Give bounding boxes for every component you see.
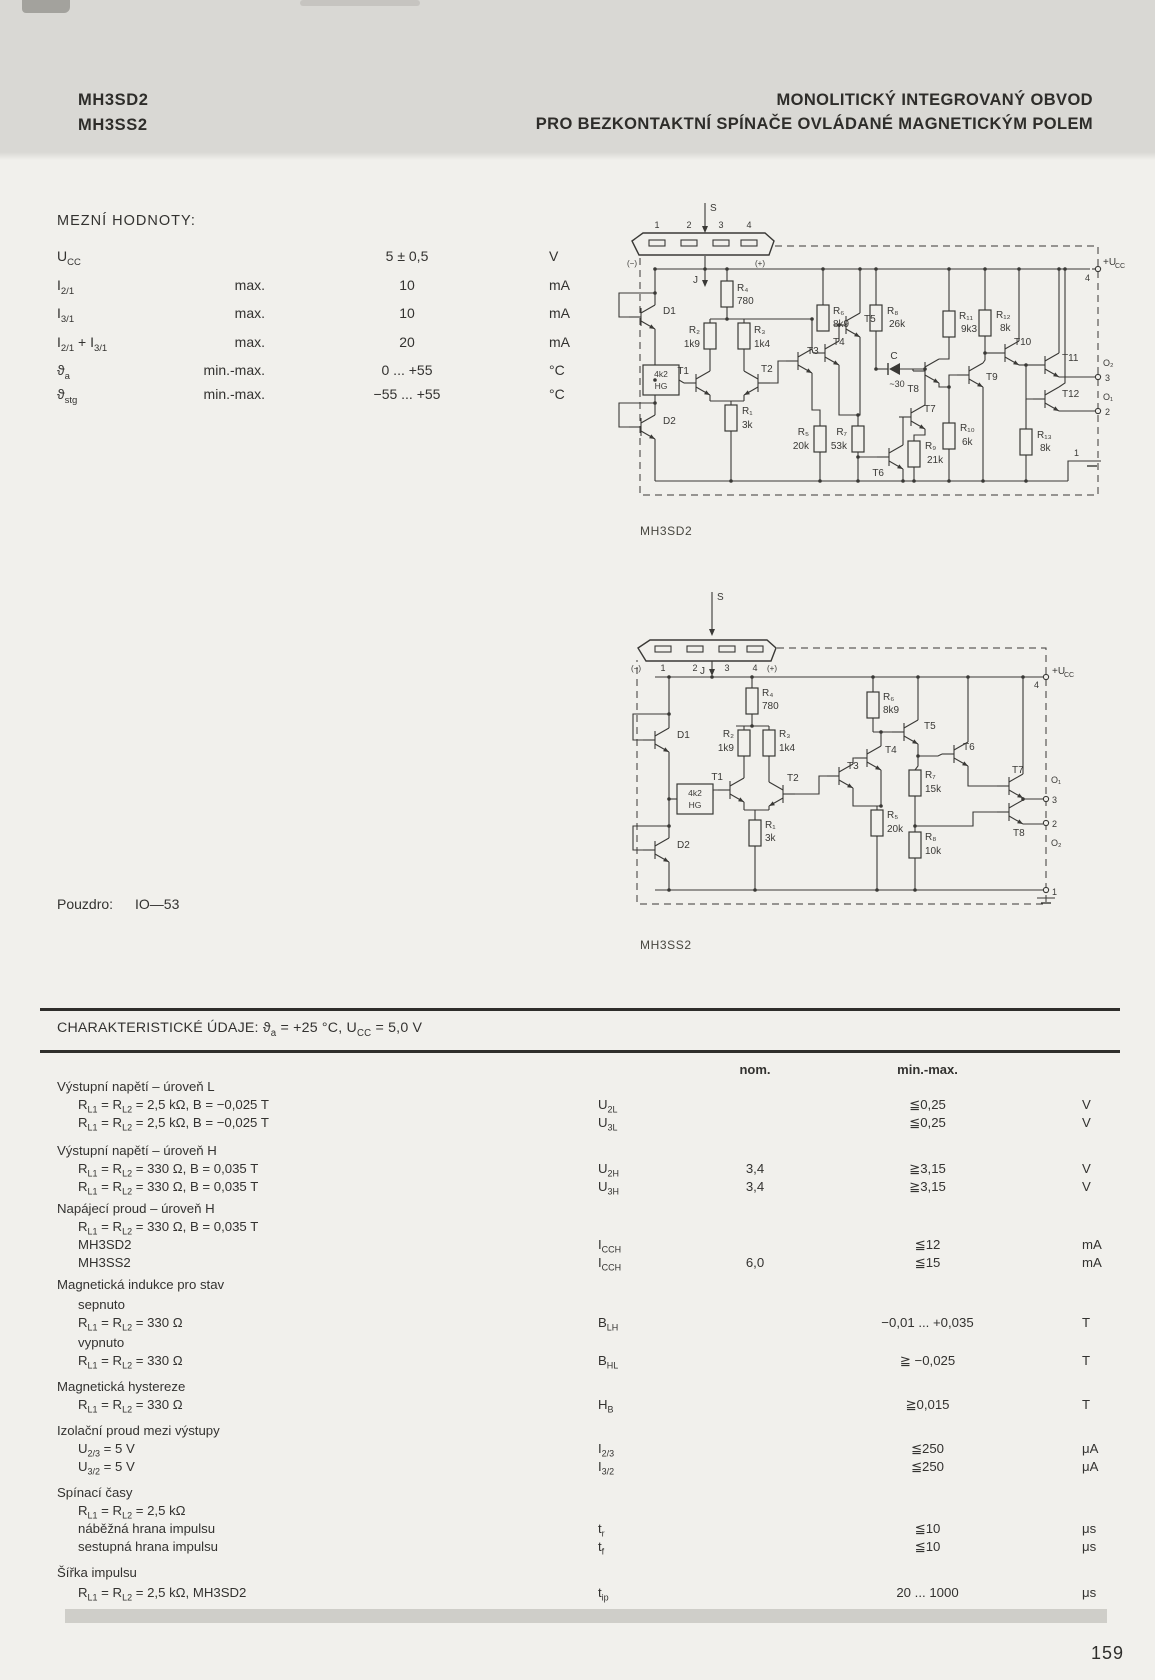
pin-3-label: 3 — [1052, 795, 1058, 805]
limit-value: −55 ... +55 — [373, 386, 441, 402]
row-symbol: $B_{LH}$ — [598, 1315, 619, 1333]
row-unit: μA — [1082, 1441, 1099, 1456]
t6-label: T6 — [963, 742, 975, 753]
pin-label: 1 — [654, 220, 660, 230]
ucc-terminal — [1043, 674, 1048, 679]
t9-label: T9 — [986, 372, 998, 383]
row-condition: $R_{L1} = R_{L2} = 2,5$ kΩ, MH3SD2 — [78, 1585, 247, 1603]
t5-label: T5 — [924, 721, 936, 732]
output-terminal-3 — [1043, 796, 1048, 801]
limit-unit: mA — [549, 277, 570, 293]
row-condition: vypnuto — [78, 1335, 125, 1350]
r12-value: 8k — [1000, 323, 1011, 334]
field-arrow-label: S — [710, 203, 717, 214]
char-row — [40, 1161, 1155, 1180]
row-symbol: $U_{2L}$ — [598, 1097, 618, 1115]
d1-label: D1 — [677, 730, 690, 741]
r8-value: 10k — [925, 846, 942, 857]
row-condition: sepnuto — [78, 1297, 125, 1312]
limit-param: $I_{3/1}$ — [57, 305, 75, 325]
model-name-mh3sd2: MH3SD2 — [78, 91, 149, 109]
polarity-plus: (+) — [767, 664, 777, 673]
r1-label: R₁ — [765, 820, 776, 831]
output-o1-label: O₁ — [1103, 392, 1114, 402]
row-symbol: $I_{CCH}$ — [598, 1255, 622, 1273]
transistor-t4 — [855, 746, 881, 770]
char-row — [40, 1503, 1155, 1522]
r6-label: R₆ — [883, 692, 895, 703]
char-section-heading — [40, 1565, 1155, 1584]
resistor-r1 — [749, 820, 761, 846]
schematic-mh3ss2 — [593, 580, 1133, 910]
row-condition: $R_{L1} = R_{L2} = 330$ Ω — [78, 1397, 183, 1415]
r1-value: 3k — [765, 833, 776, 844]
transistor-d2 — [629, 415, 655, 439]
row-unit: mA — [1082, 1237, 1102, 1252]
table-rule-top — [40, 1008, 1120, 1011]
resistor-r6 — [867, 692, 879, 718]
r5-label: R₅ — [887, 810, 899, 821]
row-minmax: ≧3,15 — [909, 1179, 946, 1194]
char-row — [40, 1353, 1155, 1372]
col-header-minmax: min.-max. — [897, 1062, 958, 1077]
r9-value: 21k — [927, 455, 944, 466]
output-o2-label: O₂ — [1051, 838, 1062, 848]
row-unit: μs — [1082, 1521, 1097, 1536]
transistor-t8 — [997, 800, 1023, 824]
scan-bottom-band — [65, 1609, 1107, 1623]
r11-value: 9k3 — [961, 324, 978, 335]
row-condition: $U_{3/2} = 5$ V — [78, 1459, 135, 1477]
r5-label: R₅ — [797, 427, 809, 438]
limit-param: $U_{CC}$ — [57, 248, 81, 268]
row-minmax: ≦0,25 — [909, 1115, 946, 1130]
t7-label: T7 — [1012, 765, 1024, 776]
resistor-r6 — [817, 305, 829, 331]
t7-label: T7 — [924, 404, 936, 415]
transistor-d1 — [629, 305, 655, 329]
limit-param: $ϑ_{stg}$ — [57, 386, 78, 406]
row-symbol: $U_{2H}$ — [598, 1161, 619, 1179]
output-terminal-2 — [1095, 408, 1100, 413]
row-symbol: $t_{ip}$ — [598, 1585, 609, 1603]
section-title: Magnetická indukce pro stav — [57, 1277, 225, 1292]
resistor-r7 — [852, 426, 864, 452]
t3-label: T3 — [847, 761, 859, 772]
pin-label: 4 — [746, 220, 752, 230]
char-row — [40, 1315, 1155, 1334]
ucc-sub-label: CC — [1115, 263, 1126, 270]
transistor-t8 — [913, 359, 939, 383]
output-o1-label: O₁ — [1051, 775, 1062, 785]
char-row — [40, 1097, 1155, 1116]
r8-value: 26k — [889, 319, 906, 330]
char-section-heading — [40, 1143, 1155, 1162]
r8-label: R₈ — [887, 306, 899, 317]
row-unit: mA — [1082, 1255, 1102, 1270]
polarity-minus: (−) — [631, 664, 641, 673]
limit-condition: max. — [234, 334, 265, 350]
table-rule-mid — [40, 1050, 1120, 1053]
transistor-t2 — [769, 782, 795, 806]
scan-smudge — [300, 0, 420, 6]
row-condition: $R_{L1} = R_{L2} = 330$ Ω, B = 0,035 T — [78, 1219, 259, 1237]
char-row — [40, 1441, 1155, 1460]
ucc-label: +U — [1103, 257, 1117, 268]
r2-value: 1k9 — [717, 743, 734, 754]
section-title: Spínací časy — [57, 1485, 133, 1500]
r2-value: 1k9 — [683, 339, 700, 350]
pin-4-label: 4 — [1084, 273, 1090, 283]
row-unit: V — [1082, 1161, 1091, 1176]
r3-value: 1k4 — [779, 743, 796, 754]
row-symbol: $U_{3L}$ — [598, 1115, 618, 1133]
row-condition: $R_{L1} = R_{L2} = 330$ Ω, B = 0,035 T — [78, 1161, 259, 1179]
char-row — [40, 1115, 1155, 1134]
schematic-caption-mh3ss2: MH3SS2 — [640, 938, 692, 952]
transistor-t7 — [997, 774, 1023, 798]
r10-label: R₁₀ — [960, 423, 975, 434]
pin-label: 1 — [660, 663, 666, 673]
r7-label: R₇ — [836, 427, 847, 438]
char-row — [40, 1297, 1155, 1316]
scan-top-band-fade — [0, 152, 1155, 160]
resistor-r12 — [979, 310, 991, 336]
r4-label: R₄ — [762, 688, 774, 699]
row-unit: μs — [1082, 1539, 1097, 1554]
t1-label: T1 — [711, 772, 723, 783]
row-minmax: ≦12 — [914, 1237, 941, 1252]
output-terminal-2 — [1043, 820, 1048, 825]
row-unit: T — [1082, 1397, 1091, 1412]
pin-2-label: 2 — [1105, 407, 1111, 417]
r6-label: R₆ — [833, 306, 845, 317]
row-condition: $R_{L1} = R_{L2} = 2,5$ kΩ, B = −0,025 T — [78, 1097, 269, 1115]
row-minmax: ≧3,15 — [909, 1161, 946, 1176]
char-row — [40, 1237, 1155, 1256]
char-section-heading — [40, 1079, 1155, 1098]
row-symbol: $H_B$ — [598, 1397, 614, 1415]
resistor-r2 — [704, 323, 716, 349]
r4-value: 780 — [762, 701, 779, 712]
t4-label: T4 — [885, 745, 897, 756]
row-symbol: $t_r$ — [598, 1521, 605, 1539]
limit-condition: min.-max. — [203, 362, 265, 378]
char-row — [40, 1179, 1155, 1198]
resistor-r7 — [909, 770, 921, 796]
r2-label: R₂ — [722, 729, 734, 740]
r9-label: R₉ — [925, 441, 937, 452]
sensor-package — [632, 233, 774, 255]
t10-label: T10 — [1014, 337, 1032, 348]
transistor-d1 — [643, 728, 669, 752]
resistor-r4 — [746, 688, 758, 714]
r5-value: 20k — [887, 824, 904, 835]
limit-condition: max. — [234, 305, 265, 321]
t2-label: T2 — [761, 364, 773, 375]
ground-pin-label: 1 — [1052, 887, 1058, 897]
resistor-r11 — [943, 311, 955, 337]
section-title: Izolační proud mezi výstupy — [57, 1423, 220, 1438]
pin-2-label: 2 — [1052, 819, 1058, 829]
section-title: Šířka impulsu — [57, 1565, 137, 1580]
t5-label: T5 — [864, 314, 876, 325]
d2-label: D2 — [677, 840, 690, 851]
r5-value: 20k — [792, 441, 809, 452]
resistor-r5 — [871, 810, 883, 836]
t3-label: T3 — [807, 346, 819, 357]
limit-unit: mA — [549, 334, 570, 350]
r13-value: 8k — [1040, 443, 1051, 454]
r7-value: 15k — [925, 784, 942, 795]
r4-value: 780 — [737, 296, 754, 307]
char-section-heading — [40, 1485, 1155, 1504]
row-condition: $R_{L1} = R_{L2} = 330$ Ω — [78, 1353, 183, 1371]
resistor-r9 — [908, 441, 920, 467]
labels — [631, 592, 1074, 897]
t11-label: T11 — [1062, 353, 1079, 364]
row-condition: náběžná hrana impulsu — [78, 1521, 216, 1536]
output-o2-label: O₂ — [1103, 358, 1114, 368]
limits-heading: MEZNÍ HODNOTY: — [57, 213, 196, 229]
ic-boundary — [640, 246, 1098, 495]
resistor-r4 — [721, 281, 733, 307]
t4-label: T4 — [833, 337, 845, 348]
transistor-t6 — [877, 445, 903, 469]
limit-unit: °C — [549, 362, 565, 378]
limit-value: 10 — [399, 277, 415, 293]
char-row — [40, 1585, 1155, 1604]
row-unit: μs — [1082, 1585, 1097, 1600]
row-symbol: $t_f$ — [598, 1539, 605, 1557]
limit-value: 10 — [399, 305, 415, 321]
row-condition: MH3SD2 — [78, 1237, 132, 1252]
limit-unit: °C — [549, 386, 565, 402]
ground-pin-label: 1 — [1073, 448, 1079, 458]
section-title: Magnetická hystereze — [57, 1379, 186, 1394]
c-value: ~30 — [889, 379, 905, 389]
current-label: J — [700, 666, 705, 677]
r2-label: R₂ — [688, 325, 700, 336]
t8-label: T8 — [1013, 828, 1025, 839]
limit-param: $ϑ_a$ — [57, 362, 70, 382]
transistor-t5 — [892, 720, 918, 744]
r7-label: R₇ — [925, 770, 936, 781]
limit-value: 20 — [399, 334, 415, 350]
row-condition: $R_{L1} = R_{L2} = 2,5$ kΩ, B = −0,025 T — [78, 1115, 269, 1133]
ucc-terminal — [1095, 266, 1100, 271]
row-symbol: $I_{CCH}$ — [598, 1237, 622, 1255]
row-minmax: ≦15 — [914, 1255, 941, 1270]
row-minmax: ≦250 — [910, 1441, 945, 1456]
pin-label: 3 — [718, 220, 724, 230]
row-minmax: ≦10 — [914, 1521, 941, 1536]
t12-label: T12 — [1062, 389, 1080, 400]
row-nom: 3,4 — [745, 1179, 765, 1194]
r13-label: R₁₃ — [1037, 430, 1052, 441]
package-label: Pouzdro: — [57, 896, 114, 912]
current-label: J — [693, 275, 698, 286]
row-unit: μA — [1082, 1459, 1099, 1474]
row-minmax: 20 ... 1000 — [896, 1585, 959, 1600]
limit-value: 5 ± 0,5 — [385, 248, 429, 264]
t1-label: T1 — [677, 366, 689, 377]
row-minmax: ≦250 — [910, 1459, 945, 1474]
row-symbol: $U_{3H}$ — [598, 1179, 619, 1197]
r1-value: 3k — [742, 420, 753, 431]
r1-label: R₁ — [742, 406, 753, 417]
row-unit: V — [1082, 1115, 1091, 1130]
hg-name: HG — [654, 381, 668, 391]
c-label: C — [890, 351, 898, 362]
section-title: Výstupní napětí – úroveň L — [57, 1079, 215, 1094]
hg-value: 4k2 — [688, 788, 702, 798]
row-minmax: ≧0,015 — [905, 1397, 950, 1412]
resistor-r2 — [738, 730, 750, 756]
r12-label: R₁₂ — [996, 310, 1011, 321]
col-header-nom: nom. — [739, 1062, 771, 1077]
ucc-label: +U — [1052, 666, 1066, 677]
limit-unit: V — [549, 248, 559, 264]
resistor-r10 — [943, 423, 955, 449]
resistor-r5 — [814, 426, 826, 452]
schematic-mh3sd2 — [593, 195, 1133, 505]
page-number: 159 — [1091, 1643, 1125, 1663]
char-row — [40, 1539, 1155, 1558]
pin-label: 2 — [692, 663, 698, 673]
row-unit: V — [1082, 1097, 1091, 1112]
row-condition: $R_{L1} = R_{L2} = 330$ Ω, B = 0,035 T — [78, 1179, 259, 1197]
char-section-heading — [40, 1277, 1155, 1296]
hg-value: 4k2 — [654, 369, 668, 379]
limit-value: 0 ... +55 — [381, 362, 433, 378]
row-unit: T — [1082, 1353, 1091, 1368]
package-line — [57, 896, 180, 912]
transistor-t12 — [1033, 387, 1059, 411]
section-title: Výstupní napětí – úroveň H — [57, 1143, 217, 1158]
char-row — [40, 1219, 1155, 1238]
resistor-r13 — [1020, 429, 1032, 455]
char-row — [40, 1459, 1155, 1478]
pin-label: 3 — [724, 663, 730, 673]
row-nom: 6,0 — [745, 1255, 765, 1270]
limit-unit: mA — [549, 305, 570, 321]
char-heading: CHARAKTERISTICKÉ ÚDAJE: $ϑ_a = +25$ °C, $U_{CC} = 5,0$ V — [57, 1020, 423, 1039]
r3-label: R₃ — [754, 325, 766, 336]
package-value: IO—53 — [135, 896, 180, 912]
polarity-plus: (+) — [755, 259, 765, 268]
components — [643, 688, 1023, 862]
polarity-minus: (−) — [627, 259, 637, 268]
pin-3-label: 3 — [1105, 373, 1111, 383]
row-unit: V — [1082, 1179, 1091, 1194]
row-nom: 3,4 — [745, 1161, 765, 1176]
limit-condition: max. — [234, 277, 265, 293]
r4-label: R₄ — [737, 283, 749, 294]
row-minmax: ≦10 — [914, 1539, 941, 1554]
row-unit: T — [1082, 1315, 1091, 1330]
t6-label: T6 — [872, 468, 884, 479]
transistor-t9 — [957, 363, 983, 387]
row-minmax: −0,01 ... +0,035 — [881, 1315, 974, 1330]
header-models — [78, 88, 149, 138]
r10-value: 6k — [962, 437, 973, 448]
row-condition: $R_{L1} = R_{L2} = 2,5$ kΩ — [78, 1503, 186, 1521]
field-arrow-label: S — [717, 592, 724, 603]
row-minmax: ≧ −0,025 — [899, 1353, 956, 1368]
resistor-r3 — [763, 730, 775, 756]
title-line-1: MONOLITICKÝ INTEGROVANÝ OBVOD — [776, 91, 1093, 109]
row-condition: MH3SS2 — [78, 1255, 131, 1270]
ic-boundary — [637, 648, 1046, 904]
page-title — [340, 88, 1093, 136]
char-section-heading — [40, 1201, 1155, 1220]
char-row — [40, 1255, 1155, 1274]
char-row — [40, 1335, 1155, 1354]
model-name-mh3ss2: MH3SS2 — [78, 116, 148, 134]
resistor-r1 — [725, 405, 737, 431]
row-condition: $R_{L1} = R_{L2} = 330$ Ω — [78, 1315, 183, 1333]
resistor-r8 — [909, 832, 921, 858]
pin-label: 2 — [686, 220, 692, 230]
transistor-t11 — [1033, 353, 1059, 377]
hg-name: HG — [688, 800, 702, 810]
schematic-caption-mh3sd2: MH3SD2 — [640, 524, 693, 538]
d2-label: D2 — [663, 416, 676, 427]
t8-label: T8 — [907, 384, 919, 395]
r3-label: R₃ — [779, 729, 791, 740]
r8-label: R₈ — [925, 832, 937, 843]
limit-param: $I_{2/1} + I_{3/1}$ — [57, 334, 108, 354]
r6-value: 8k9 — [883, 705, 900, 716]
limit-condition: min.-max. — [203, 386, 265, 402]
r11-label: R₁₁ — [959, 311, 973, 322]
row-symbol: $I_{2/3}$ — [598, 1441, 615, 1459]
r6-value: 8k9 — [833, 319, 850, 330]
ground-terminal-1 — [1043, 887, 1048, 892]
row-condition: sestupná hrana impulsu — [78, 1539, 219, 1554]
t2-label: T2 — [787, 773, 799, 784]
limit-param: $I_{2/1}$ — [57, 277, 75, 297]
title-line-2: PRO BEZKONTAKTNÍ SPÍNAČE OVLÁDANÉ MAGNETICKÝM POLEM — [535, 115, 1093, 133]
char-section-heading — [40, 1379, 1155, 1398]
row-minmax: ≦0,25 — [909, 1097, 946, 1112]
section-title: Napájecí proud – úroveň H — [57, 1201, 215, 1216]
scan-smudge — [22, 0, 70, 13]
char-row — [40, 1521, 1155, 1540]
d1-label: D1 — [663, 306, 676, 317]
sensor-package — [638, 640, 776, 661]
output-terminal-3 — [1095, 374, 1100, 379]
char-row — [40, 1397, 1155, 1416]
row-condition: $U_{2/3} = 5$ V — [78, 1441, 135, 1459]
row-symbol: $I_{3/2}$ — [598, 1459, 615, 1477]
transistor-d2 — [643, 838, 669, 862]
r3-value: 1k4 — [754, 339, 771, 350]
resistor-r3 — [738, 323, 750, 349]
row-symbol: $B_{HL}$ — [598, 1353, 619, 1371]
char-section-heading — [40, 1423, 1155, 1442]
ucc-sub-label: CC — [1064, 672, 1075, 679]
pin-4-label: 4 — [1033, 680, 1039, 690]
pin-label: 4 — [752, 663, 758, 673]
r7-value: 53k — [830, 441, 847, 452]
